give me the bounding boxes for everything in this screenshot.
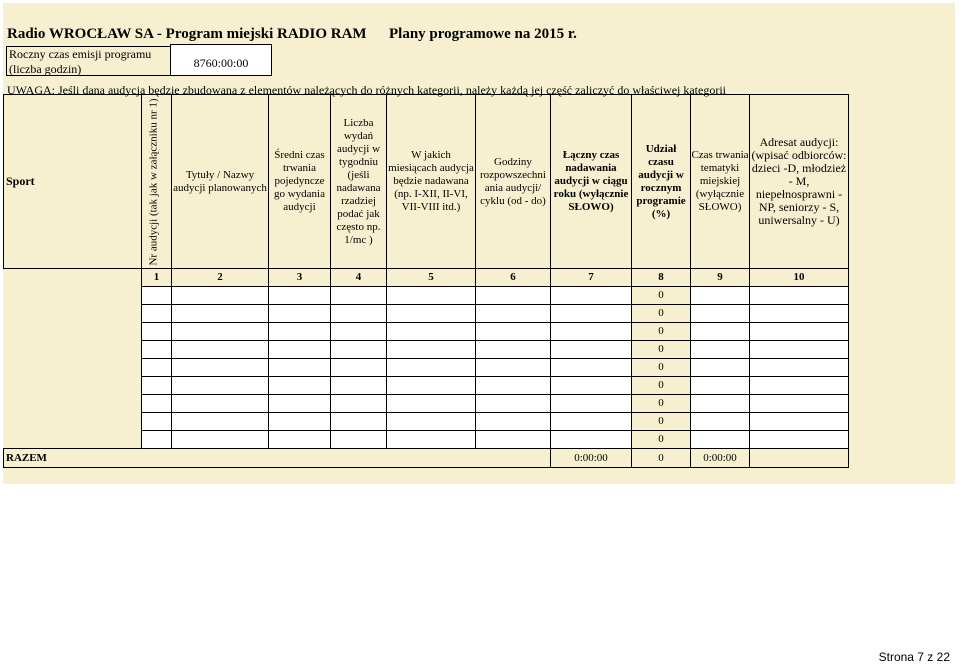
category-sport: Sport	[4, 95, 142, 269]
col-number-7: 7	[551, 269, 632, 287]
table-row	[4, 413, 849, 431]
totals-label: RAZEM	[4, 449, 551, 468]
share-cell: 0	[632, 359, 691, 377]
col-number-5: 5	[387, 269, 476, 287]
col-header-number	[142, 95, 172, 269]
table-row	[4, 377, 849, 395]
totals-city-topics: 0:00:00	[691, 449, 750, 468]
col-number-1: 1	[142, 269, 172, 287]
col-header-total-time: Łączny czas nadawania audycji w ciągu roku (wyłącznie SŁOWO)	[551, 95, 632, 269]
share-cell: 0	[632, 305, 691, 323]
col-number-2: 2	[172, 269, 269, 287]
table-row	[4, 341, 849, 359]
share-cell: 0	[632, 341, 691, 359]
col-header-city-topics: Czas trwania tematyki miejskiej (wyłącznie SŁOWO)	[691, 95, 750, 269]
col-header-titles: Tytuły / Nazwy audycji planowanych	[172, 95, 269, 269]
share-cell: 0	[632, 395, 691, 413]
table-row	[4, 287, 849, 305]
category-note: UWAGA: Jeśli dana audycja będzie zbudowana z elementów należących do różnych kategorii, należy każdą jej część zaliczyć do właściwej kategorii	[7, 83, 727, 97]
share-cell: 0	[632, 323, 691, 341]
totals-row	[4, 449, 849, 468]
page-number: Strona 7 z 22	[878, 650, 950, 664]
col-header-months: W jakich miesiącach audycja będzie nadawana (np. I-XII, II-VI, VII-VIII itd.)	[387, 95, 476, 269]
share-cell: 0	[632, 377, 691, 395]
col-header-broadcast-hours: Godziny rozpowszechni ania audycji/ cyklu (od - do)	[476, 95, 551, 269]
table-row	[4, 305, 849, 323]
col-number-10: 10	[750, 269, 849, 287]
col-number-8: 8	[632, 269, 691, 287]
col-number-3: 3	[269, 269, 331, 287]
annual-airtime-label: Roczny czas emisji programu (liczba godzin)	[6, 46, 170, 76]
totals-share: 0	[632, 449, 691, 468]
col-header-number-text: Nr audycji (tak jak w załączniku nr 1)	[147, 97, 160, 266]
col-number-4: 4	[331, 269, 387, 287]
table-row	[4, 359, 849, 377]
page-subtitle: Plany programowe na 2015 r.	[389, 26, 577, 42]
table-row	[4, 431, 849, 449]
col-number-6: 6	[476, 269, 551, 287]
col-header-audience: Adresat audycji: (wpisać odbiorców: dzieci -D, młodzież - M, niepełnosprawni - NP, seniorzy - S, uniwersalny - U)	[750, 95, 849, 269]
col-header-weekly-editions: Liczba wydań audycji w tygodniu (jeśli nadawana rzadziej podać jak często np. 1/mc )	[331, 95, 387, 269]
share-cell: 0	[632, 413, 691, 431]
annual-airtime-value: 8760:00:00	[170, 44, 272, 76]
table-row	[4, 323, 849, 341]
table-row	[4, 395, 849, 413]
program-table	[3, 94, 849, 468]
col-number-9: 9	[691, 269, 750, 287]
page-title: Radio WROCŁAW SA - Program miejski RADIO RAM	[7, 26, 367, 42]
col-header-share: Udział czasu audycji w rocznym programie (%)	[632, 95, 691, 269]
share-cell: 0	[632, 287, 691, 305]
col-header-avg-duration: Średni czas trwania pojedyncze go wydania audycji	[269, 95, 331, 269]
share-cell: 0	[632, 431, 691, 449]
totals-airtime: 0:00:00	[551, 449, 632, 468]
